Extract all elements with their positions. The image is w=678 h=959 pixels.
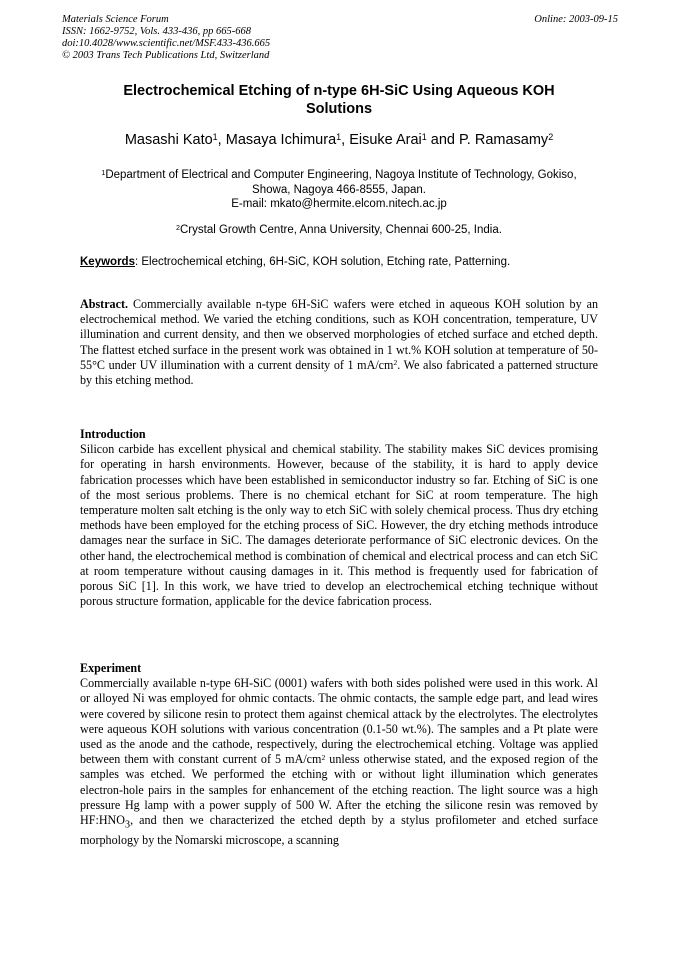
title-line-1: Electrochemical Etching of n-type 6H-SiC Using Aqueous KOH [123, 83, 555, 99]
author-email: E-mail: mkato@hermite.elcom.nitech.ac.jp [231, 198, 447, 210]
author-separator: , [341, 132, 350, 148]
keywords-label: Keywords [80, 256, 135, 268]
affiliation-1 [80, 168, 598, 212]
affiliation-2-text: Crystal Growth Centre, Anna University, Chennai 600-25, India. [180, 224, 502, 236]
keywords [80, 255, 598, 270]
online-date: Online: 2003-09-15 [534, 14, 618, 25]
author-name: Masaya Ichimura [225, 132, 337, 148]
affiliation-2 [80, 223, 598, 238]
author-affil-sup: 1 [212, 131, 218, 142]
author-separator: and [426, 132, 459, 148]
experiment-heading: Experiment [80, 661, 142, 675]
abstract-text: Commercially available n-type 6H-SiC wafers were etched in aqueous KOH solution by an electrochemical method. We varied the etching conditions, such as KOH concentration, temperature, UV illumination and current density, and then we observed morphologies of etched surface and etched depth. The flattest etched surface in the present work was obtained in 1 wt.% KOH solution at temperature of 50-55°C under UV illumination with a current density of 1 mA/cm [80, 297, 598, 372]
author-affil-sup: 1 [421, 131, 427, 142]
journal-header [62, 14, 618, 62]
experiment-sup: 2 [321, 752, 326, 762]
abstract [80, 297, 598, 388]
author-list [80, 131, 598, 149]
journal-name: Materials Science Forum [62, 14, 169, 25]
copyright-line: © 2003 Trans Tech Publications Ltd, Switzerland [62, 50, 270, 61]
abstract-sup: 2 [393, 358, 398, 368]
author-name: Masashi Kato [124, 132, 213, 148]
keywords-text: : Electrochemical etching, 6H-SiC, KOH solution, Etching rate, Patterning. [134, 256, 511, 268]
abstract-text-end: . We also fabricated a patterned structure by this etching method. [80, 357, 598, 388]
paper-title [80, 82, 598, 118]
affiliation-1-line-1: $^1$Department of Electrical and Computer Engineering, Nagoya Institute of Technology, Gokiso, [101, 168, 577, 181]
author-affil-sup: 2 [548, 131, 554, 142]
abstract-label: Abstract. [80, 297, 129, 311]
experiment-sub: 3 [125, 819, 131, 831]
experiment-text-3: , and then we characterized the etched depth by a stylus profilometer and etched surface morphology by the Nomarski microscope, a scanning [80, 813, 598, 847]
affiliation-2-sup: 2 [176, 223, 180, 232]
author-name: P. Ramasamy [459, 132, 549, 148]
author-separator: , [217, 132, 226, 148]
affiliation-1-sup: 1 [101, 168, 106, 177]
introduction-section [80, 427, 598, 609]
affiliation-1-line-2: Showa, Nagoya 466-8555, Japan. [252, 183, 426, 196]
experiment-text-2: unless otherwise stated, and the exposed region of the samples was etched. We performed the etching with or without light illumination which generates electron-hole pairs in the samples for enhancement of the etching reaction. The light source was a high pressure Hg lamp with a power supply of 500 W. After the etching the silicone resin was removed by HF:HNO [80, 752, 598, 828]
doi-line: doi:10.4028/www.scientific.net/MSF.433-436.665 [62, 38, 271, 49]
title-line-2: Solutions [305, 101, 373, 117]
issn-line: ISSN: 1662-9752, Vols. 433-436, pp 665-668 [62, 26, 251, 37]
author-name: Eisuke Arai [349, 132, 422, 148]
experiment-section [80, 661, 598, 848]
author-affil-sup: 1 [336, 131, 342, 142]
introduction-heading: Introduction [80, 427, 146, 441]
experiment-text-1: Commercially available n-type 6H-SiC (0001) wafers with both sides polished were used in this work. Al or alloyed Ni was employed for ohmic contacts. The ohmic contacts, the sample edge part, and lead wires were covered by silicone resin to protect them against chemical attack by the electrolytes. The electrolytes were aqueous KOH solutions with various concentration (0.1-50 wt.%). The samples and a Pt plate were used as the anode and the cathode, respectively, during the electrochemical etching. Voltage was applied between them with constant current of 5 mA/cm [80, 676, 598, 767]
introduction-text: Silicon carbide has excellent physical and chemical stability. The stability makes SiC devices promising for operating in harsh environments. However, because of the stability, it is hard to apply device fabrication processes which have been established in semiconductor industry so far. Etching of SiC is one of the most serious problems. There is no chemical etchant for SiC at room temperature. The high temperature molten salt etching is the only way to etch SiC with solely chemical process. Thus dry etching methods have been employed for the etching process of SiC. However, the dry etching methods introduce damages near the surface in SiC. The damages deteriorate performance of SiC electronic devices. On the other hand, the electrochemical method is combination of chemical and electrical process and can etch SiC at room temperature without causing damages in it. This method is frequently used for fabrication of porous SiC [1]. In this work, we have tried to develop an electrochemical etching technique without porous structure formation, applicable for the device fabrication process. [80, 442, 598, 609]
